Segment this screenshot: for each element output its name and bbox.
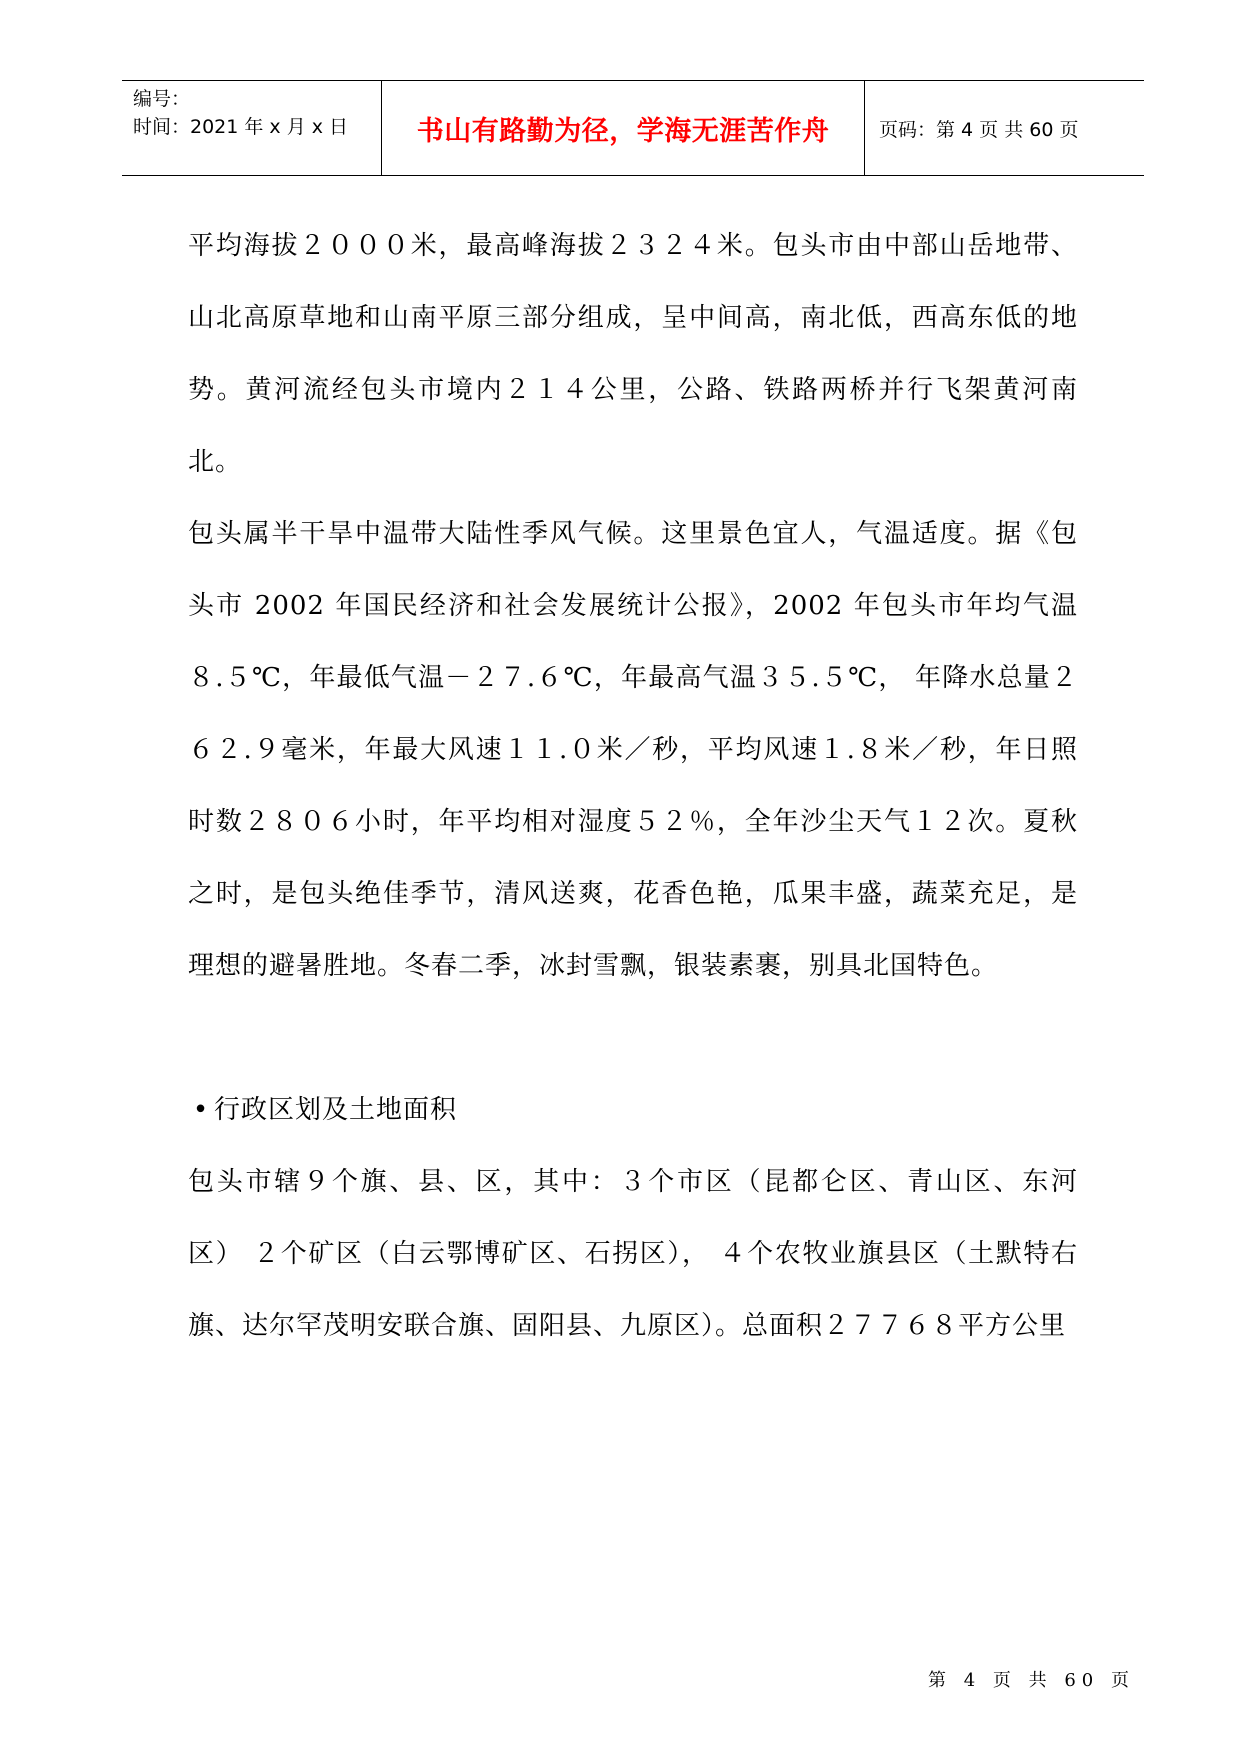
section-heading (188, 1074, 1078, 1146)
header-meta-cell (122, 81, 382, 175)
header-page-cell (865, 81, 1144, 175)
paragraph-climate: 包头属半干旱中温带大陆性季风气候。这里景色宜人，气温适度。据《包头市 2002 年国民经济和社会发展统计公报》，2002 年包头市年均气温８.５℃，年最低气温－２７.６℃，年最高气温３５.５℃， 年降水总量２６２.９毫米，年最大风速１１.０米／秒，平均风速１.８米／秒，年日照时数２８０６小时，年平均相对湿度５２％，全年沙尘天气１２次。夏秋之时，是包头绝佳季节，清风送爽，花香色艳，瓜果丰盛，蔬菜充足，是理想的避暑胜地。冬春二季，冰封雪飘，银装素裹，别具北国特色。 (188, 519, 1078, 981)
bullet-icon: • (192, 1095, 210, 1125)
spacer (188, 1002, 1078, 1074)
header-motto-cell (382, 81, 865, 175)
paragraph-geography: 平均海拔２０００米，最高峰海拔２３２４米。包头市由中部山岳地带、山北高原草地和山南平原三部分组成，呈中间高，南北低，西高东低的地势。黄河流经包头市境内２１４公里，公路、铁路两桥并行飞架黄河南北。 (188, 231, 1078, 477)
motto-text: 书山有路勤为径，学海无涯苦作舟 (416, 115, 830, 147)
document-body (188, 210, 1078, 1362)
header-page-info: 页码：第 4 页 共 60 页 (879, 118, 1079, 141)
header-table (122, 80, 1144, 176)
date-label: 时间：2021 年 x 月 x 日 (133, 116, 349, 138)
footer-page-number: 第 4 页 共 60 页 (928, 1670, 1135, 1691)
paragraph-administration: 包头市辖９个旗、县、区，其中：３个市区（昆都仑区、青山区、东河区） ２个矿区（白云鄂博矿区、石拐区）， ４个农牧业旗县区（土默特右旗、达尔罕茂明安联合旗、固阳县、九原区）。总面积２７７６８平方公里 (188, 1167, 1078, 1341)
section-heading-text: 行政区划及土地面积 (214, 1095, 458, 1125)
serial-label: 编号： (133, 88, 191, 110)
